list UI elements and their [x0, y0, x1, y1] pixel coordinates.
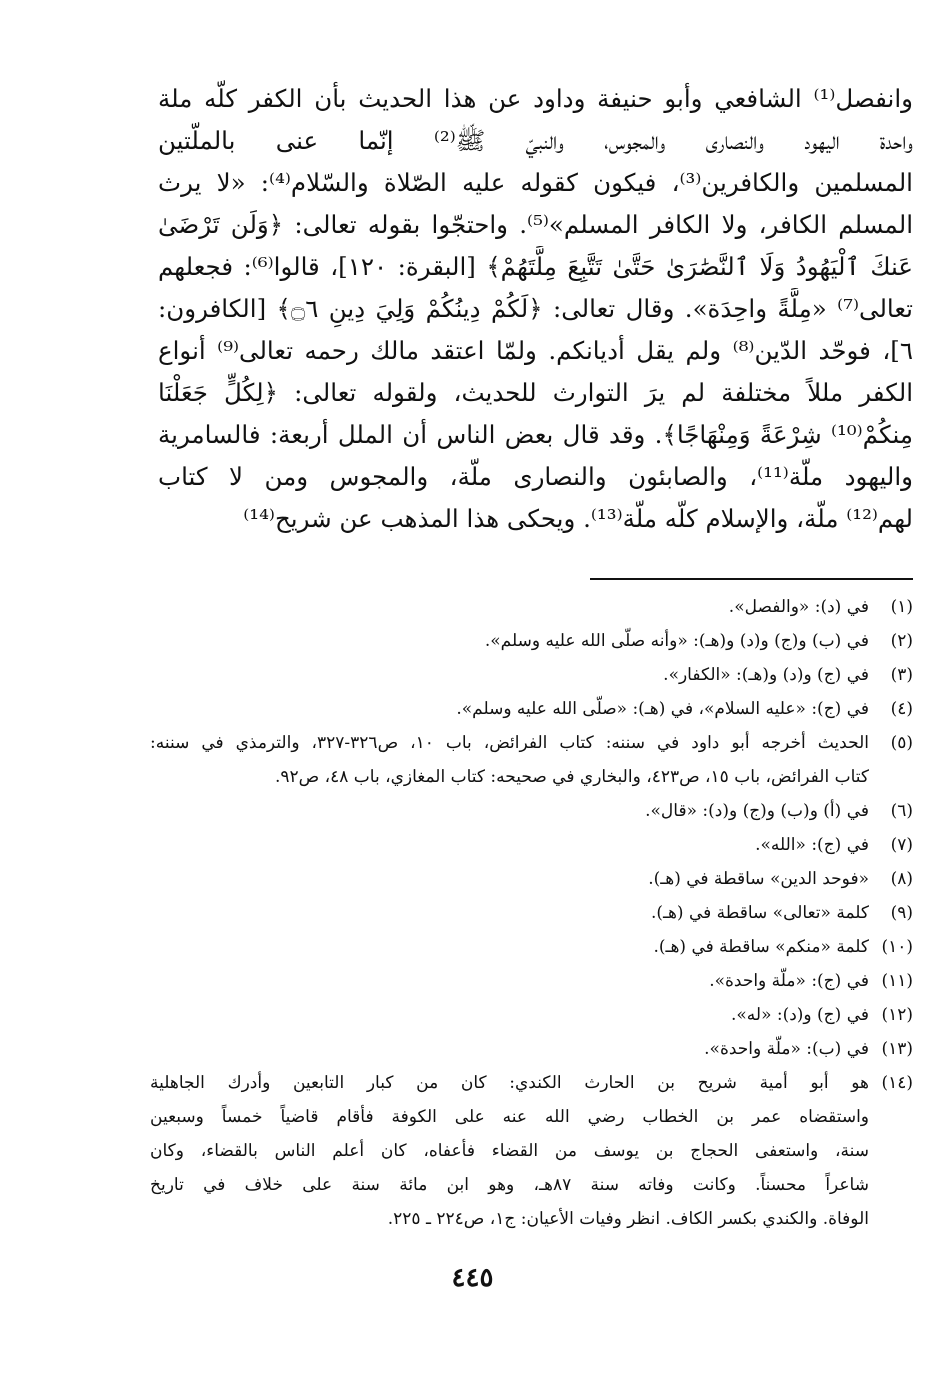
- main-text-line: لهم⁽¹²⁾ ملّة، والإسلام كلّه ملّة⁽¹³⁾. ويحكى هذا المذهب عن شريح⁽¹⁴⁾: [243, 504, 913, 533]
- footnote-text: في (ج): «الله».: [755, 835, 869, 855]
- footnote-text: «فوحد الدين» ساقطة في (هـ).: [648, 869, 869, 889]
- footnote-text: كلمة «تعالى» ساقطة في (هـ).: [650, 903, 869, 923]
- footnote-number: (٩): [890, 903, 913, 923]
- footnote-text: في (ج): «ملّة واحدة».: [709, 971, 869, 991]
- main-text: [158, 78, 913, 540]
- main-text-line: الكفر مللاً مختلفة لم يرَ التوارث للحديث، ولقوله تعالى: ﴿لِكُلٍّ جَعَلْنَا: [158, 378, 913, 407]
- footnote-text: في (ج): «عليه السلام»، في (هـ): «صلّى الله عليه وسلم».: [456, 699, 869, 719]
- main-text-line: عَنكَ ٱلْيَهُودُ وَلَا ٱلنَّصَٰرَىٰ حَتَّىٰ تَتَّبِعَ مِلَّتَهُمْ﴾ [البقرة: ١٢٠]، قالوا⁽⁶⁾: فجعلهم: [158, 252, 913, 281]
- footnote: [150, 590, 913, 624]
- footnote-number: (١٣): [881, 1039, 913, 1059]
- footnote-number: (٧): [890, 835, 913, 855]
- footnote-number: (١١): [881, 971, 913, 991]
- footnote: [150, 1066, 913, 1236]
- footnote: [150, 828, 913, 862]
- footnote-text: كلمة «منكم» ساقطة في (هـ).: [653, 937, 869, 957]
- footnotes-list: [150, 590, 913, 1236]
- footnote-number: (١٤): [881, 1073, 913, 1093]
- footnote-text: في (د): «والفصل».: [728, 597, 869, 617]
- footnote-text: في (ب): «ملّة واحدة».: [704, 1039, 869, 1059]
- footnote-text: في (ج) و(د): «له».: [730, 1005, 869, 1025]
- main-text-line: المسلم الكافر، ولا الكافر المسلم»⁽⁵⁾. واحتجّوا بقوله تعالى: ﴿وَلَن تَرْضَىٰ: [158, 210, 913, 239]
- main-text-line: وانفصل⁽¹⁾ الشافعي وأبو حنيفة وداود عن هذا الحديث بأن الكفر كلّه ملة: [158, 84, 913, 113]
- footnote: [150, 862, 913, 896]
- footnote-number: (١٢): [881, 1005, 913, 1025]
- footnote-number: (٤): [890, 699, 913, 719]
- footnote-number: (٥): [890, 733, 913, 753]
- footnote: [150, 896, 913, 930]
- footnote: [150, 726, 913, 794]
- footnote: [150, 964, 913, 998]
- footnote: [150, 998, 913, 1032]
- main-text-line: تعالى⁽⁷⁾ «مِلَّةً واحِدَة». وقال تعالى: ﴿لَكُمْ دِينُكُمْ وَلِيَ دِينِ ۝٦﴾ [الكافرون:: [158, 294, 913, 323]
- main-text-line: مِنكُمْ⁽¹⁰⁾ شِرْعَةً وَمِنْهَاجًا﴾. وقد قال بعض الناس أن الملل أربعة: فالسامرية: [158, 420, 913, 449]
- page-number: ٤٤٥: [451, 1263, 494, 1293]
- footnote: [150, 930, 913, 964]
- footnote-text: سنة، واستعفى الحجاج بن يوسف من القضاء فأعفاه، كان أعلم الناس بالقضاء، وكان: [150, 1141, 869, 1161]
- footnote-number: (٨): [890, 869, 913, 889]
- footnote-text: هو أبو أمية شريح بن الحارث الكندي: كان من كبار التابعين وأدرك الجاهلية: [150, 1073, 869, 1093]
- footnote-number: (١٠): [881, 937, 913, 957]
- footnote-text: في (ب) و(ج) و(د) و(هـ): «وأنه صلّى الله عليه وسلم».: [484, 631, 869, 651]
- footnote-text: في (ج) و(د) و(هـ): «الكفار».: [663, 665, 869, 685]
- footnote: [150, 624, 913, 658]
- footnote: [150, 658, 913, 692]
- main-text-line: واحدة اليهود والنصارى والمجوس، والنبيّ ﷺ⁽²⁾ إنّما عنى بالملّتين: [158, 126, 913, 155]
- footnote-number: (١): [890, 597, 913, 617]
- main-text-line: ٦]، فوحّد الدّين⁽⁸⁾ ولم يقل أديانكم. ولمّا اعتقد مالك رحمه تعالى⁽⁹⁾ أنواع: [158, 336, 913, 365]
- footnote-text: الوفاة. والكندي بكسر الكاف. انظر وفيات الأعيان: ج١، ص٢٢٤ ـ ٢٢٥.: [387, 1209, 869, 1229]
- main-text-line: المسلمين والكافرين⁽³⁾، فيكون كقوله عليه الصّلاة والسّلام⁽⁴⁾: «لا يرث: [158, 168, 913, 197]
- footnote: [150, 794, 913, 828]
- footnote-text: كتاب الفرائض، باب ١٥، ص٤٢٣، والبخاري في صحيحه: كتاب المغازي، باب ٤٨، ص٩٢.: [274, 767, 869, 787]
- footnote-text: شاعراً محسناً. وكانت وفاته سنة ٨٧هـ، وهو ابن مائة سنة على خلاف في تاريخ: [150, 1175, 869, 1195]
- footnote-text: واستقضاه عمر بن الخطاب رضي الله عنه على الكوفة فأقام قاضياً خمساً وسبعين: [150, 1107, 869, 1127]
- footnote-text: الحديث أخرجه أبو داود في سننه: كتاب الفرائض، باب ١٠، ص٣٢٦-٣٢٧، والترمذي في سننه:: [150, 733, 869, 753]
- footnote-number: (٦): [890, 801, 913, 821]
- footnote-divider: [590, 578, 913, 580]
- footnote-text: في (أ) و(ب) و(ج) و(د): «قال».: [645, 801, 869, 821]
- footnote-number: (٢): [890, 631, 913, 651]
- footnote-number: (٣): [890, 665, 913, 685]
- footnote: [150, 692, 913, 726]
- main-text-line: واليهود ملّة⁽¹¹⁾، والصابئون والنصارى ملّة، والمجوس ومن لا كتاب: [158, 462, 913, 491]
- footnote: [150, 1032, 913, 1066]
